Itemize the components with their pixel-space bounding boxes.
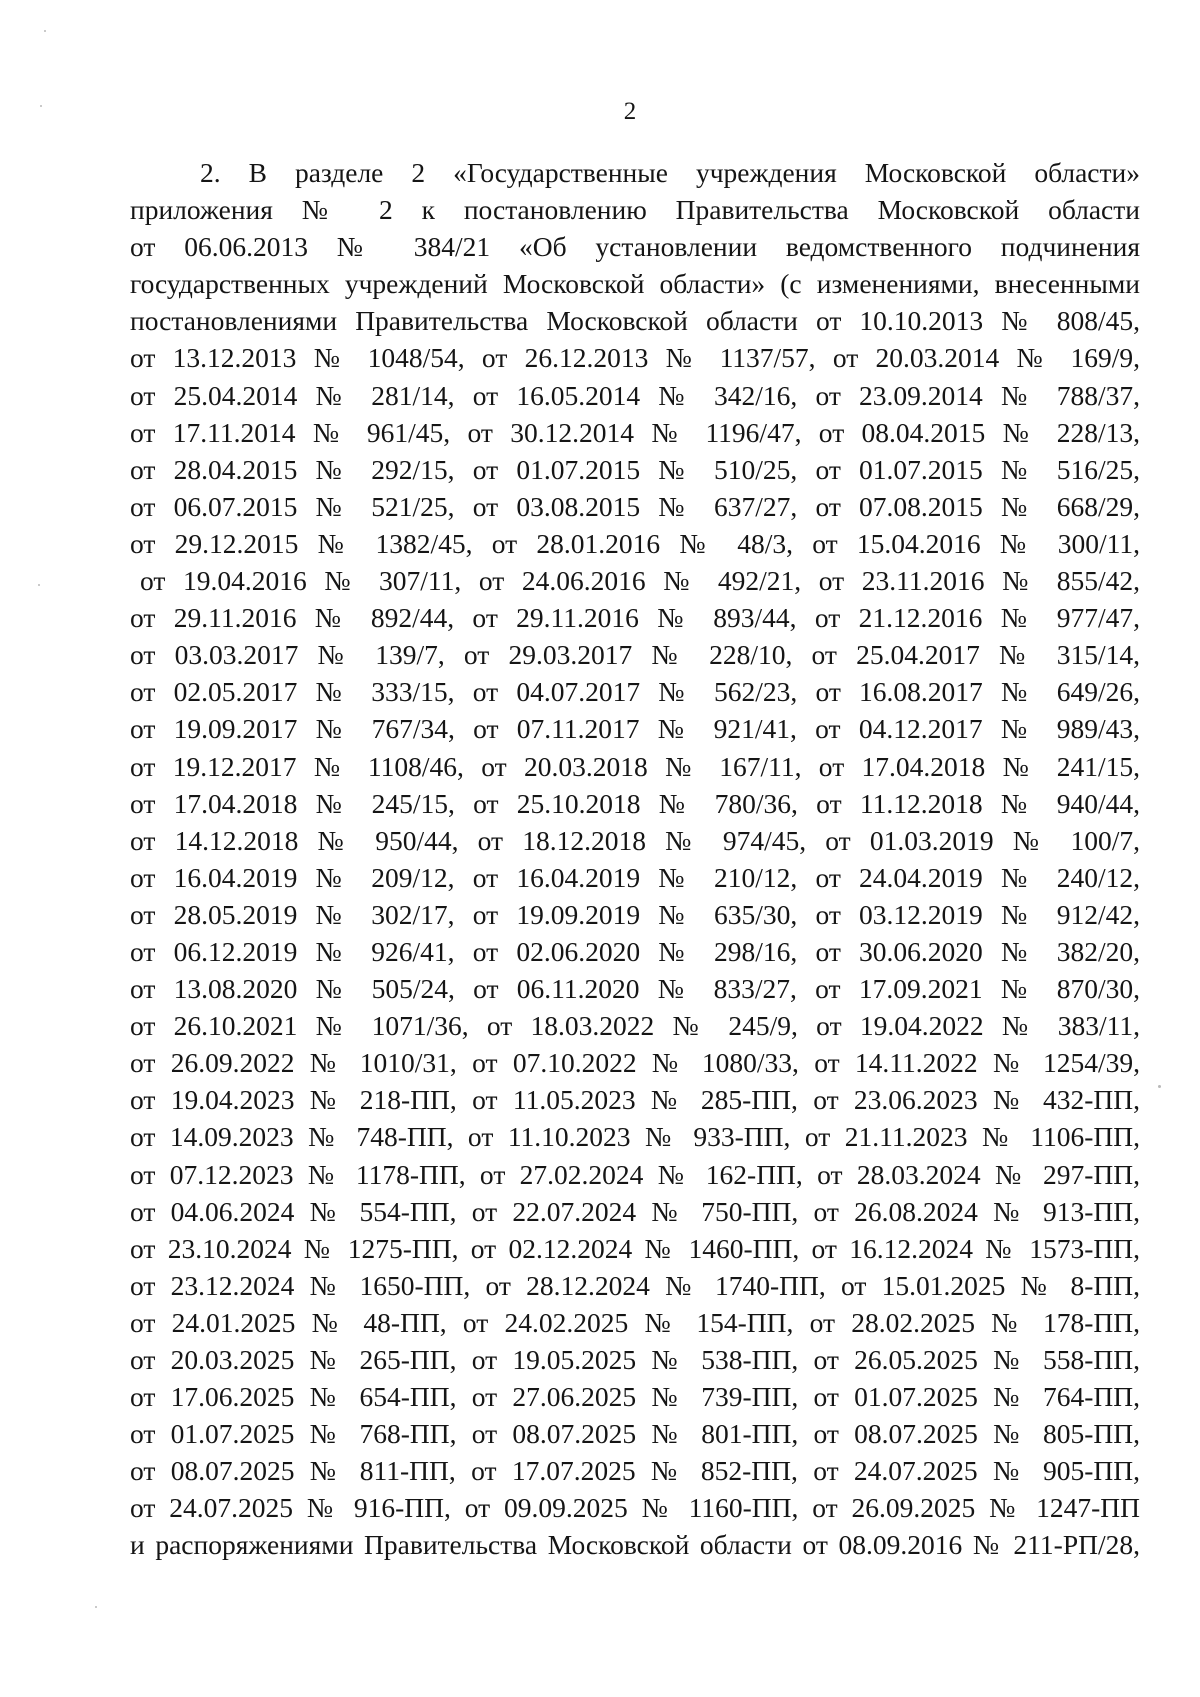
text-line: и распоряжениями Правительства Московской области от 08.09.2016 № 211-РП/28, (130, 1529, 1140, 1561)
text-line: от 02.05.2017 № 333/15, от 04.07.2017 № 562/23, от 16.08.2017 № 649/26, (130, 676, 1140, 708)
text-line: от 03.03.2017 № 139/7, от 29.03.2017 № 228/10, от 25.04.2017 № 315/14, (130, 639, 1140, 671)
text-line: от 17.06.2025 № 654-ПП, от 27.06.2025 № 739-ПП, от 01.07.2025 № 764-ПП, (130, 1381, 1140, 1413)
text-line: от 20.03.2025 № 265-ПП, от 19.05.2025 № 538-ПП, от 26.05.2025 № 558-ПП, (130, 1344, 1140, 1375)
text-line: от 04.06.2024 № 554-ПП, от 22.07.2024 № 750-ПП, от 26.08.2024 № 913-ПП, (130, 1195, 1140, 1227)
text-line: от 28.05.2019 № 302/17, от 19.09.2019 № 635/30, от 03.12.2019 № 912/42, (130, 898, 1140, 930)
scan-speck (95, 1606, 97, 1608)
text-line: от 24.07.2025 № 916-ПП, от 09.09.2025 № 1160-ПП, от 26.09.2025 № 1247-ПП (130, 1492, 1140, 1524)
text-line: от 01.07.2025 № 768-ПП, от 08.07.2025 № 801-ПП, от 08.07.2025 № 805-ПП, (130, 1418, 1140, 1450)
text-line: от 13.12.2013 № 1048/54, от 26.12.2013 № 1137/57, от 20.03.2014 № 169/9, (130, 342, 1140, 374)
scan-speck (38, 584, 40, 586)
text-line: от 13.08.2020 № 505/24, от 06.11.2020 № 833/27, от 17.09.2021 № 870/30, (130, 973, 1140, 1005)
text-line: от 08.07.2025 № 811-ПП, от 17.07.2025 № 852-ПП, от 24.07.2025 № 905-ПП, (130, 1455, 1140, 1487)
text-line: от 17.11.2014 № 961/45, от 30.12.2014 № 1196/47, от 08.04.2015 № 228/13, (130, 416, 1140, 448)
text-line: постановлениями Правительства Московской области от 10.10.2013 № 808/45, (130, 305, 1140, 337)
text-line: от 25.04.2014 № 281/14, от 16.05.2014 № 342/16, от 23.09.2014 № 788/37, (130, 379, 1140, 411)
scan-speck (44, 30, 46, 32)
text-line: от 14.12.2018 № 950/44, от 18.12.2018 № 974/45, от 01.03.2019 № 100/7, (130, 824, 1140, 856)
scan-speck (1158, 1085, 1161, 1088)
text-line: от 07.12.2023 № 1178-ПП, от 27.02.2024 № 162-ПП, от 28.03.2024 № 297-ПП, (130, 1158, 1140, 1190)
text-line: от 06.12.2019 № 926/41, от 02.06.2020 № 298/16, от 30.06.2020 № 382/20, (130, 935, 1140, 967)
text-line: 2. В разделе 2 «Государственные учреждения Московской области» (200, 157, 1140, 188)
text-line: от 06.07.2015 № 521/25, от 03.08.2015 № 637/27, от 07.08.2015 № 668/29, (130, 490, 1140, 522)
text-line: от 19.04.2016 № 307/11, от 24.06.2016 № 492/21, от 23.11.2016 № 855/42, (140, 565, 1140, 597)
page-number: 2 (623, 98, 637, 125)
text-line: от 19.09.2017 № 767/34, от 07.11.2017 № 921/41, от 04.12.2017 № 989/43, (130, 713, 1140, 745)
text-line: от 19.04.2023 № 218-ПП, от 11.05.2023 № 285-ПП, от 23.06.2023 № 432-ПП, (130, 1084, 1140, 1116)
text-line: от 24.01.2025 № 48-ПП, от 24.02.2025 № 154-ПП, от 28.02.2025 № 178-ПП, (130, 1306, 1140, 1338)
text-line: от 26.09.2022 № 1010/31, от 07.10.2022 № 1080/33, от 14.11.2022 № 1254/39, (130, 1047, 1140, 1079)
text-line: приложения № 2 к постановлению Правительства Московской области (130, 194, 1140, 226)
text-line: от 06.06.2013 № 384/21 «Об установлении ведомственного подчинения (130, 231, 1140, 263)
text-line: от 23.10.2024 № 1275-ПП, от 02.12.2024 № 1460-ПП, от 16.12.2024 № 1573-ПП, (130, 1232, 1140, 1264)
body-text (130, 154, 1140, 1564)
text-line: от 29.12.2015 № 1382/45, от 28.01.2016 № 48/3, от 15.04.2016 № 300/11, (130, 527, 1140, 559)
scan-speck (40, 105, 42, 107)
text-line: от 23.12.2024 № 1650-ПП, от 28.12.2024 № 1740-ПП, от 15.01.2025 № 8-ПП, (130, 1269, 1140, 1301)
text-line: от 14.09.2023 № 748-ПП, от 11.10.2023 № 933-ПП, от 21.11.2023 № 1106-ПП, (130, 1121, 1140, 1153)
text-line: от 17.04.2018 № 245/15, от 25.10.2018 № 780/36, от 11.12.2018 № 940/44, (130, 787, 1140, 819)
text-line: от 16.04.2019 № 209/12, от 16.04.2019 № 210/12, от 24.04.2019 № 240/12, (130, 861, 1140, 893)
text-line: от 28.04.2015 № 292/15, от 01.07.2015 № 510/25, от 01.07.2015 № 516/25, (130, 453, 1140, 485)
text-line: государственных учреждений Московской области» (с изменениями, внесенными (130, 268, 1140, 300)
text-line: от 29.11.2016 № 892/44, от 29.11.2016 № 893/44, от 21.12.2016 № 977/47, (130, 602, 1140, 634)
text-line: от 26.10.2021 № 1071/36, от 18.03.2022 № 245/9, от 19.04.2022 № 383/11, (130, 1010, 1140, 1042)
text-line: от 19.12.2017 № 1108/46, от 20.03.2018 № 167/11, от 17.04.2018 № 241/15, (130, 750, 1140, 782)
